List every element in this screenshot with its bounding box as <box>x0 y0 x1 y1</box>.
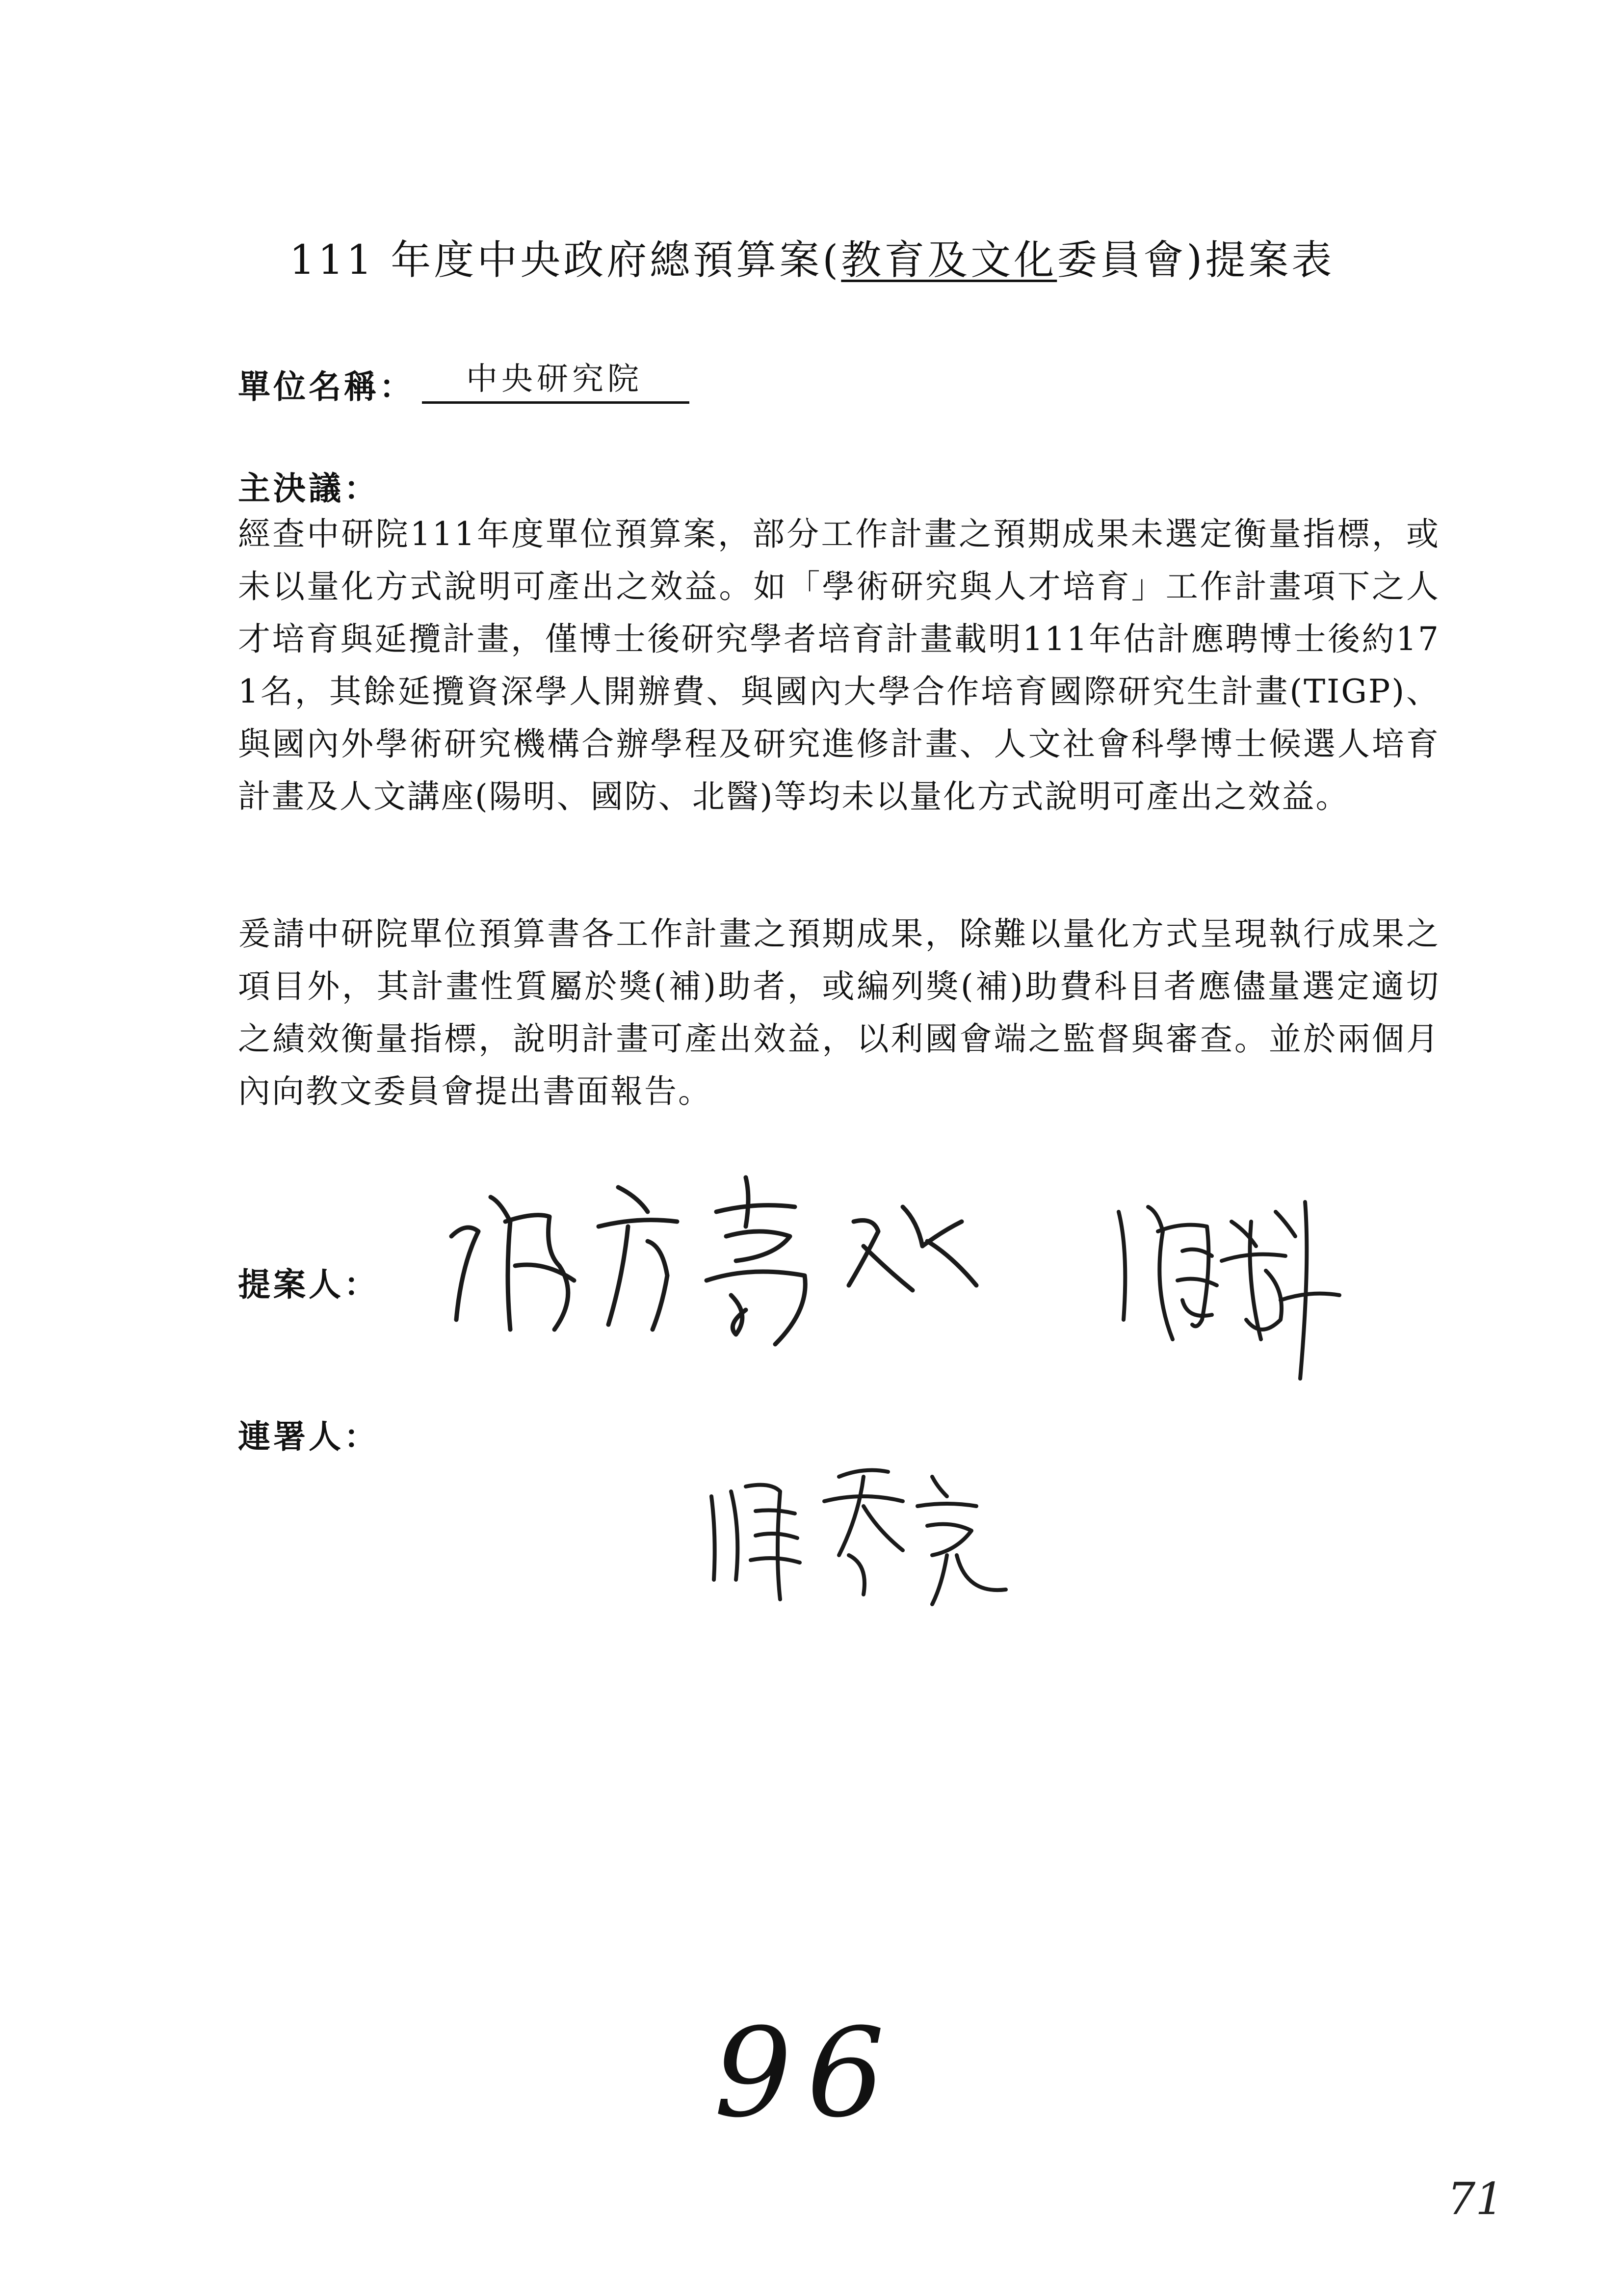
unit-value: 中央研究院 <box>422 357 689 404</box>
title-suffix: 委員會)提案表 <box>1057 237 1335 284</box>
page-number: 71 <box>1447 2173 1504 2225</box>
proposer-label: 提案人： <box>238 1266 379 1304</box>
resolution-label: 主決議： <box>238 470 379 507</box>
unit-label: 單位名稱： <box>238 368 415 406</box>
resolution-paragraph-2: 爰請中研院單位預算書各工作計畫之預期成果，除難以量化方式呈現執行成果之項目外，其計畫性質屬於獎(補)助者，或編列獎(補)助費科目者應儘量選定適切之績效衡量指標，說明計畫可產出效益，以利國會端之監督與審查。並於兩個月內向教文委員會提出書面報告。 <box>238 915 1440 1110</box>
cosigner-signature-1 <box>702 1457 1045 1619</box>
title-prefix: 111 年度中央政府總預算案( <box>289 237 841 284</box>
title-committee-underlined: 教育及文化 <box>841 237 1057 284</box>
proposer-signature-1 <box>432 1168 1045 1374</box>
resolution-paragraph-1: 經查中研院111年度單位預算案，部分工作計畫之預期成果未選定衡量指標，或未以量化方式說明可產出之效益。如「學術研究與人才培育」工作計畫項下之人才培育與延攬計畫，僅博士後研究學者培育計畫載明111年估計應聘博士後約171名，其餘延攬資深學人開辦費、與國內大學合作培育國際研究生計畫(TIGP)、與國內外學術研究機構合辦學程及研究進修計畫、人文社會科學博士候選人培育計畫及人文講座(陽明、國防、北醫)等均未以量化方式說明可產出之效益。 <box>238 515 1440 815</box>
document-title <box>0 228 1624 286</box>
handwritten-page-number: 96 <box>714 2002 900 2144</box>
proposer-signature-2 <box>1099 1192 1354 1398</box>
cosigner-label: 連署人： <box>238 1418 379 1456</box>
